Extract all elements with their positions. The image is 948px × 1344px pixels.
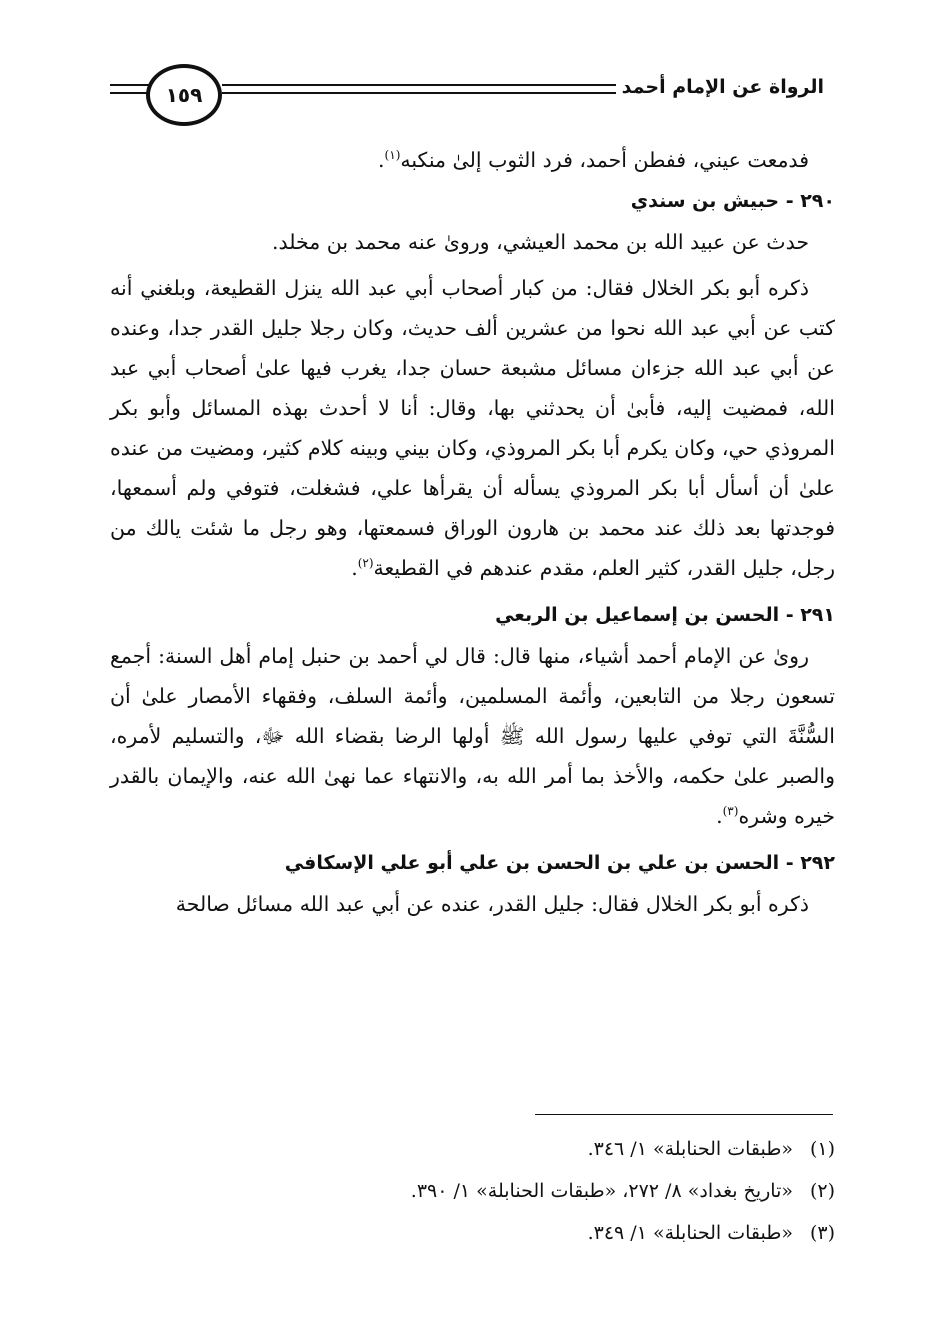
opening-paragraph: فدمعت عيني، ففطن أحمد، فرد الثوب إلىٰ منكبه$^{(١)}$. [378, 148, 809, 172]
entry-290-para1: حدث عن عبيد الله بن محمد العيشي، وروىٰ عنه محمد بن مخلد. [271, 230, 809, 254]
entry-290-para2: ذكره أبو بكر الخلال فقال: من كبار أصحاب أبي عبد الله ينزل القطيعة، وبلغني أنه كتب عن أبي عبد الله نحوا من عشرين ألف حديث، وكان رجلا جليل القدر جدا، وعنده عن أبي عبد الله جزءان مسائل مشبعة حسان جدا، يغرب فيها علىٰ أصحاب أبي عبد الله، فمضيت إليه، فأبىٰ أن يحدثني بها، وقال: أنا لا أحدث بهذه المسائل وأبو بكر المروذي حي، وكان يكرم أبا بكر المروذي، وكان بيني وبينه كلام كثير، ومضيت من عنده علىٰ أن أسأل أبا بكر المروذي يسأله أن يقرأها علي، فشغلت، فتوفي ولم أسمعها، فوجدتها بعد ذلك عند محمد بن هارون الوراق فسمعتها، وهو رجل ما شئت يالك من رجل، جليل القدر، كثير العلم، مقدم عندهم في القطيعة$^{(٢)}$. [110, 276, 835, 580]
running-title: الرواة عن الإمام أحمد [616, 76, 830, 98]
footnote-ref-3: (٣) [722, 804, 739, 819]
main-text [110, 140, 835, 924]
footnote-2: (٢)«تاريخ بغداد» ٨/ ٢٧٢، «طبقات الحنابلة» ١/ ٣٩٠. [410, 1180, 835, 1202]
footnotes [110, 1128, 835, 1254]
entry-292-para1: ذكره أبو بكر الخلال فقال: جليل القدر، عنده عن أبي عبد الله مسائل صالحة [175, 892, 809, 916]
page-number-badge [146, 64, 222, 126]
footnote-ref-1: (١) [384, 148, 401, 163]
header-rule-bottom-left [110, 92, 150, 94]
header-rule-top-left [110, 84, 150, 86]
entry-290-heading: ٢٩٠ - حبيش بن سندي [630, 190, 835, 212]
footnote-3: (٣)«طبقات الحنابلة» ١/ ٣٤٩. [587, 1222, 835, 1244]
entry-291-para1: روىٰ عن الإمام أحمد أشياء، منها قال: قال لي أحمد بن حنبل إمام أهل السنة: أجمع تسعون رجلا من التابعين، وأئمة المسلمين، وأئمة السلف، وفقهاء الأمصار علىٰ أن السُّنَّةَ التي توفي عليها رسول الله ﷺ أولها الرضا بقضاء الله ﷻ، والتسليم لأمره، والصبر علىٰ حكمه، والأخذ بما أمر الله به، والانتهاء عما نهىٰ الله عنه، والإيمان بالقدر خيره وشره$^{(٣)}$. [110, 644, 835, 828]
page-header [110, 62, 830, 132]
footnote-separator [535, 1114, 833, 1115]
entry-292-heading: ٢٩٢ - الحسن بن علي بن الحسن بن علي أبو علي الإسكافي [284, 852, 835, 874]
footnote-ref-2: (٢) [357, 556, 374, 571]
page-number: ١٥٩ [165, 83, 203, 107]
footnote-1: (١)«طبقات الحنابلة» ١/ ٣٤٦. [587, 1138, 835, 1160]
entry-291-heading: ٢٩١ - الحسن بن إسماعيل بن الربعي [495, 604, 835, 626]
